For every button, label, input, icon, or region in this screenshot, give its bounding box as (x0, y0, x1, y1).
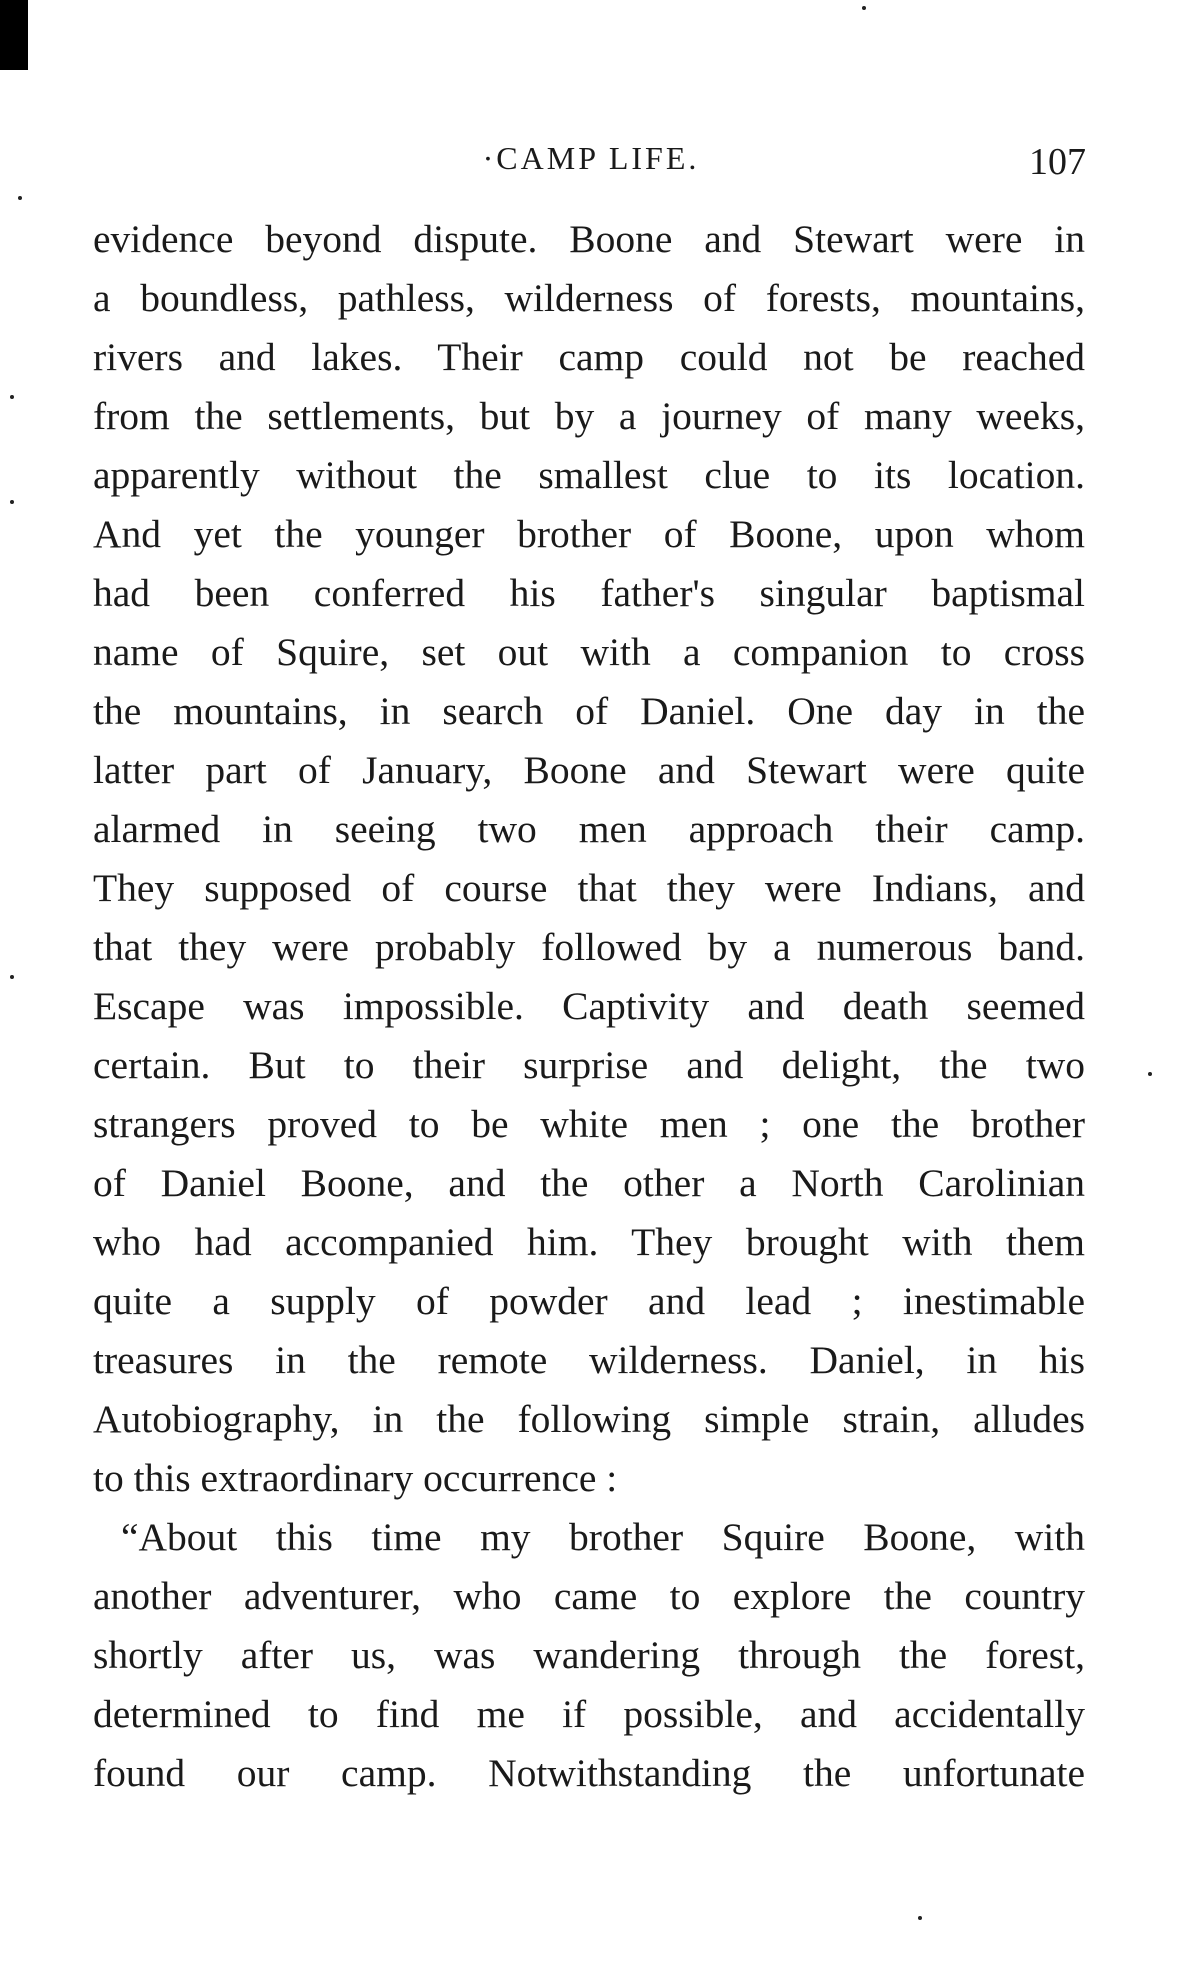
scan-speck (918, 1916, 922, 1920)
text-line: “About this time my brother Squire Boone, with (121, 1515, 1085, 1559)
paragraph-1 (93, 210, 1085, 1508)
text-line: shortly after us, was wandering through the forest, (93, 1633, 1085, 1677)
text-line: evidence beyond dispute. Boone and Stewart were in (93, 217, 1085, 261)
text-line: name of Squire, set out with a companion to cross (93, 630, 1085, 674)
scan-speck (18, 196, 22, 200)
scan-speck (10, 975, 14, 979)
text-line: And yet the younger brother of Boone, upon whom (93, 512, 1085, 556)
text-line: They supposed of course that they were Indians, and (93, 866, 1085, 910)
running-title: ·CAMP LIFE. (482, 140, 700, 176)
scan-speck (10, 395, 14, 399)
text-line: certain. But to their surprise and delight, the two (93, 1043, 1085, 1087)
text-line: alarmed in seeing two men approach their camp. (93, 807, 1085, 851)
text-line: quite a supply of powder and lead ; inestimable (93, 1279, 1085, 1323)
scan-speck (1148, 1072, 1152, 1076)
text-line: treasures in the remote wilderness. Daniel, in his (93, 1338, 1085, 1382)
text-line: another adventurer, who came to explore the country (93, 1574, 1085, 1618)
text-line: a boundless, pathless, wilderness of forests, mountains, (93, 276, 1085, 320)
text-line: found our camp. Notwithstanding the unfortunate (93, 1751, 1085, 1795)
page-number: 107 (1029, 141, 1086, 183)
text-line: rivers and lakes. Their camp could not be reached (93, 335, 1085, 379)
body-text (93, 210, 1085, 1803)
text-line: Escape was impossible. Captivity and death seemed (93, 984, 1085, 1028)
text-line: determined to find me if possible, and accidentally (93, 1692, 1085, 1736)
text-line: that they were probably followed by a numerous band. (93, 925, 1085, 969)
text-line: to this extraordinary occurrence : (93, 1456, 618, 1500)
text-line: Autobiography, in the following simple strain, alludes (93, 1397, 1085, 1441)
scan-speck (862, 6, 866, 10)
scan-speck (10, 500, 14, 504)
text-line: strangers proved to be white men ; one the brother (93, 1102, 1085, 1146)
text-line: apparently without the smallest clue to its location. (93, 453, 1085, 497)
text-line: of Daniel Boone, and the other a North Carolinian (93, 1161, 1085, 1205)
text-line: the mountains, in search of Daniel. One day in the (93, 689, 1085, 733)
text-line: who had accompanied him. They brought with them (93, 1220, 1085, 1264)
text-line: had been conferred his father's singular baptismal (93, 571, 1085, 615)
text-line: from the settlements, but by a journey of many weeks, (93, 394, 1085, 438)
paragraph-2 (93, 1508, 1085, 1803)
running-head (96, 140, 1086, 183)
scan-edge-mark (0, 0, 28, 70)
text-line: latter part of January, Boone and Stewart were quite (93, 748, 1085, 792)
